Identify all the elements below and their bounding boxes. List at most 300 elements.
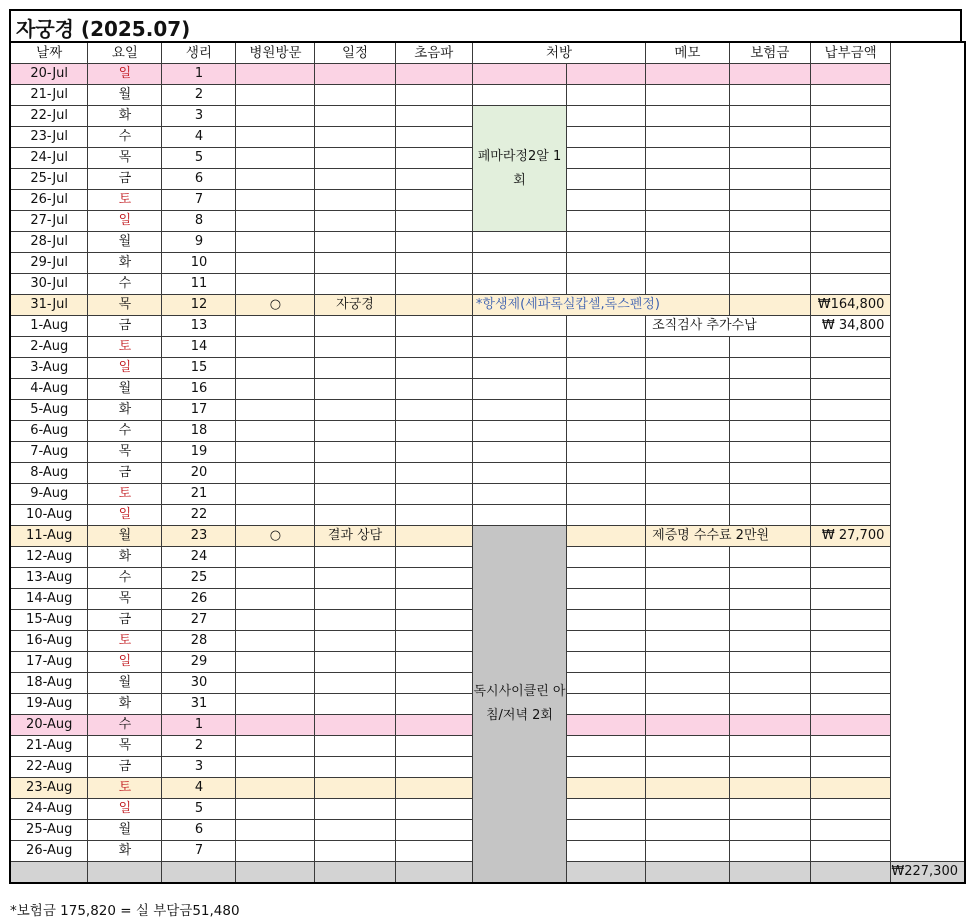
day-cell[interactable]: 월 [88,526,162,547]
day-cell[interactable]: 일 [88,799,162,820]
header-cycle[interactable]: 생리 [162,42,236,64]
event-cell[interactable] [315,169,395,190]
day-cell[interactable]: 금 [88,463,162,484]
visit-cell[interactable] [236,505,315,526]
insurance-cell[interactable] [729,148,810,169]
cycle-cell[interactable]: 19 [162,442,236,463]
date-cell[interactable]: 13-Aug [10,568,88,589]
total-empty-cell[interactable] [567,862,646,884]
day-cell[interactable]: 토 [88,484,162,505]
insurance-cell[interactable] [729,379,810,400]
cycle-cell[interactable]: 28 [162,631,236,652]
event-cell[interactable] [315,253,395,274]
prescription-cell[interactable] [472,253,566,274]
cycle-cell[interactable]: 6 [162,820,236,841]
memo-cell[interactable] [646,484,730,505]
cycle-cell[interactable]: 12 [162,295,236,316]
prescription-extra-cell[interactable] [567,568,646,589]
insurance-cell[interactable] [729,757,810,778]
prescription-block[interactable]: 페마라정2알 1회 [472,106,566,232]
memo-cell[interactable] [646,169,730,190]
visit-cell[interactable] [236,484,315,505]
payment-cell[interactable] [810,148,890,169]
payment-cell[interactable] [810,673,890,694]
payment-cell[interactable] [810,589,890,610]
ultrasound-cell[interactable] [395,568,472,589]
ultrasound-cell[interactable] [395,253,472,274]
prescription-extra-cell[interactable] [567,673,646,694]
prescription-cell[interactable] [472,64,566,85]
prescription-extra-cell[interactable] [567,526,646,547]
cycle-cell[interactable]: 21 [162,484,236,505]
ultrasound-cell[interactable] [395,295,472,316]
ultrasound-cell[interactable] [395,484,472,505]
header-event[interactable]: 일정 [315,42,395,64]
ultrasound-cell[interactable] [395,211,472,232]
memo-cell[interactable] [646,400,730,421]
cycle-cell[interactable]: 1 [162,64,236,85]
visit-cell[interactable] [236,568,315,589]
prescription-extra-cell[interactable] [567,400,646,421]
ultrasound-cell[interactable] [395,589,472,610]
ultrasound-cell[interactable] [395,148,472,169]
total-empty-cell[interactable] [810,862,890,884]
payment-cell[interactable] [810,127,890,148]
event-cell[interactable] [315,589,395,610]
memo-cell[interactable] [646,652,730,673]
insurance-cell[interactable] [729,211,810,232]
event-cell[interactable] [315,337,395,358]
date-cell[interactable]: 12-Aug [10,547,88,568]
visit-cell[interactable] [236,757,315,778]
ultrasound-cell[interactable] [395,715,472,736]
prescription-extra-cell[interactable] [567,589,646,610]
date-cell[interactable]: 7-Aug [10,442,88,463]
visit-cell[interactable] [236,589,315,610]
prescription-extra-cell[interactable] [567,106,646,127]
prescription-extra-cell[interactable] [567,253,646,274]
memo-cell[interactable] [646,211,730,232]
prescription-cell[interactable] [472,274,566,295]
ultrasound-cell[interactable] [395,463,472,484]
payment-cell[interactable] [810,253,890,274]
cycle-cell[interactable]: 20 [162,463,236,484]
insurance-cell[interactable] [729,820,810,841]
date-cell[interactable]: 11-Aug [10,526,88,547]
prescription-extra-cell[interactable] [567,190,646,211]
visit-cell[interactable] [236,400,315,421]
day-cell[interactable]: 월 [88,85,162,106]
day-cell[interactable]: 일 [88,64,162,85]
day-cell[interactable]: 토 [88,778,162,799]
payment-cell[interactable] [810,610,890,631]
payment-cell[interactable] [810,190,890,211]
event-cell[interactable] [315,820,395,841]
date-cell[interactable]: 1-Aug [10,316,88,337]
date-cell[interactable]: 24-Aug [10,799,88,820]
prescription-extra-cell[interactable] [567,127,646,148]
date-cell[interactable]: 30-Jul [10,274,88,295]
payment-cell[interactable] [810,631,890,652]
insurance-cell[interactable] [729,85,810,106]
ultrasound-cell[interactable] [395,337,472,358]
prescription-extra-cell[interactable] [567,484,646,505]
memo-cell[interactable] [646,85,730,106]
header-day[interactable]: 요일 [88,42,162,64]
memo-cell[interactable] [646,232,730,253]
day-cell[interactable]: 일 [88,505,162,526]
memo-cell[interactable] [646,631,730,652]
day-cell[interactable]: 목 [88,148,162,169]
day-cell[interactable]: 일 [88,652,162,673]
payment-cell[interactable] [810,652,890,673]
insurance-cell[interactable] [729,568,810,589]
event-cell[interactable] [315,232,395,253]
cycle-cell[interactable]: 16 [162,379,236,400]
insurance-cell[interactable] [729,589,810,610]
memo-cell[interactable] [646,757,730,778]
prescription-extra-cell[interactable] [567,841,646,862]
prescription-extra-cell[interactable] [567,463,646,484]
ultrasound-cell[interactable] [395,127,472,148]
insurance-cell[interactable] [729,106,810,127]
cycle-cell[interactable]: 4 [162,778,236,799]
payment-cell[interactable] [810,820,890,841]
prescription-cell[interactable] [472,484,566,505]
prescription-cell[interactable] [472,232,566,253]
date-cell[interactable]: 26-Aug [10,841,88,862]
cycle-cell[interactable]: 5 [162,148,236,169]
event-cell[interactable] [315,274,395,295]
date-cell[interactable]: 14-Aug [10,589,88,610]
ultrasound-cell[interactable] [395,505,472,526]
total-empty-cell[interactable] [315,862,395,884]
day-cell[interactable]: 수 [88,715,162,736]
day-cell[interactable]: 목 [88,295,162,316]
cycle-cell[interactable]: 9 [162,232,236,253]
payment-cell[interactable] [810,484,890,505]
date-cell[interactable]: 19-Aug [10,694,88,715]
date-cell[interactable]: 20-Aug [10,715,88,736]
prescription-extra-cell[interactable] [567,820,646,841]
visit-cell[interactable] [236,211,315,232]
ultrasound-cell[interactable] [395,757,472,778]
date-cell[interactable]: 10-Aug [10,505,88,526]
insurance-cell[interactable] [729,232,810,253]
cycle-cell[interactable]: 10 [162,253,236,274]
event-cell[interactable] [315,442,395,463]
payment-cell[interactable] [810,799,890,820]
day-cell[interactable]: 월 [88,673,162,694]
payment-cell[interactable] [810,232,890,253]
date-cell[interactable]: 20-Jul [10,64,88,85]
cycle-cell[interactable]: 15 [162,358,236,379]
cycle-cell[interactable]: 6 [162,169,236,190]
date-cell[interactable]: 25-Jul [10,169,88,190]
date-cell[interactable]: 26-Jul [10,190,88,211]
payment-cell[interactable] [810,400,890,421]
header-insurance[interactable]: 보험금 [729,42,810,64]
header-memo[interactable]: 메모 [646,42,730,64]
insurance-cell[interactable] [729,421,810,442]
memo-cell[interactable] [646,190,730,211]
day-cell[interactable]: 수 [88,127,162,148]
day-cell[interactable]: 목 [88,736,162,757]
memo-cell[interactable] [646,505,730,526]
insurance-cell[interactable] [729,841,810,862]
insurance-cell[interactable] [729,358,810,379]
ultrasound-cell[interactable] [395,778,472,799]
cycle-cell[interactable]: 25 [162,568,236,589]
cycle-cell[interactable]: 11 [162,274,236,295]
event-cell[interactable] [315,316,395,337]
prescription-extra-cell[interactable] [567,505,646,526]
total-empty-cell[interactable] [88,862,162,884]
cycle-cell[interactable]: 29 [162,652,236,673]
day-cell[interactable]: 일 [88,358,162,379]
insurance-cell[interactable] [729,295,810,316]
cycle-cell[interactable]: 3 [162,106,236,127]
event-cell[interactable] [315,673,395,694]
prescription-extra-cell[interactable] [567,757,646,778]
visit-cell[interactable] [236,841,315,862]
day-cell[interactable]: 화 [88,400,162,421]
visit-cell[interactable] [236,85,315,106]
memo-cell[interactable] [646,610,730,631]
insurance-cell[interactable] [729,505,810,526]
insurance-cell[interactable] [729,127,810,148]
date-cell[interactable]: 29-Jul [10,253,88,274]
insurance-cell[interactable] [729,190,810,211]
ultrasound-cell[interactable] [395,652,472,673]
date-cell[interactable]: 4-Aug [10,379,88,400]
payment-cell[interactable] [810,85,890,106]
prescription-extra-cell[interactable] [567,211,646,232]
prescription-cell[interactable] [472,505,566,526]
visit-cell[interactable] [236,148,315,169]
payment-cell[interactable] [810,64,890,85]
date-cell[interactable]: 15-Aug [10,610,88,631]
payment-cell[interactable] [810,442,890,463]
insurance-cell[interactable] [729,169,810,190]
day-cell[interactable]: 수 [88,421,162,442]
memo-cell[interactable] [646,442,730,463]
event-cell[interactable] [315,484,395,505]
date-cell[interactable]: 23-Jul [10,127,88,148]
ultrasound-cell[interactable] [395,631,472,652]
payment-cell[interactable] [810,694,890,715]
date-cell[interactable]: 27-Jul [10,211,88,232]
insurance-cell[interactable] [729,274,810,295]
event-cell[interactable] [315,106,395,127]
day-cell[interactable]: 금 [88,757,162,778]
event-cell[interactable] [315,190,395,211]
visit-cell[interactable] [236,547,315,568]
ultrasound-cell[interactable] [395,694,472,715]
insurance-cell[interactable] [729,673,810,694]
prescription-extra-cell[interactable] [567,169,646,190]
insurance-cell[interactable] [729,547,810,568]
day-cell[interactable]: 화 [88,106,162,127]
visit-cell[interactable]: ○ [236,295,315,316]
prescription-extra-cell[interactable] [567,652,646,673]
date-cell[interactable]: 24-Jul [10,148,88,169]
memo-cell[interactable] [646,799,730,820]
visit-cell[interactable] [236,673,315,694]
visit-cell[interactable] [236,442,315,463]
visit-cell[interactable] [236,631,315,652]
event-cell[interactable] [315,841,395,862]
memo-cell[interactable] [646,736,730,757]
insurance-cell[interactable] [729,64,810,85]
memo-cell[interactable] [646,379,730,400]
date-cell[interactable]: 9-Aug [10,484,88,505]
day-cell[interactable]: 화 [88,547,162,568]
visit-cell[interactable] [236,694,315,715]
ultrasound-cell[interactable] [395,106,472,127]
memo-cell[interactable] [646,820,730,841]
prescription-extra-cell[interactable] [567,736,646,757]
cycle-cell[interactable]: 27 [162,610,236,631]
prescription-cell[interactable] [472,337,566,358]
cycle-cell[interactable]: 30 [162,673,236,694]
prescription-extra-cell[interactable] [567,799,646,820]
ultrasound-cell[interactable] [395,526,472,547]
date-cell[interactable]: 8-Aug [10,463,88,484]
visit-cell[interactable] [236,778,315,799]
event-cell[interactable] [315,757,395,778]
memo-cell[interactable] [646,421,730,442]
payment-cell[interactable] [810,379,890,400]
visit-cell[interactable] [236,232,315,253]
memo-cell[interactable] [646,547,730,568]
ultrasound-cell[interactable] [395,736,472,757]
total-empty-cell[interactable] [10,862,88,884]
memo-cell[interactable] [646,274,730,295]
memo-cell[interactable] [646,358,730,379]
ultrasound-cell[interactable] [395,274,472,295]
day-cell[interactable]: 월 [88,379,162,400]
prescription-block[interactable]: 독시사이클린 아침/저녁 2회 [472,526,566,884]
date-cell[interactable]: 25-Aug [10,820,88,841]
event-cell[interactable]: 자궁경 [315,295,395,316]
insurance-cell[interactable] [729,694,810,715]
day-cell[interactable]: 화 [88,694,162,715]
event-cell[interactable] [315,631,395,652]
header-date[interactable]: 날짜 [10,42,88,64]
visit-cell[interactable] [236,652,315,673]
total-empty-cell[interactable] [162,862,236,884]
payment-cell[interactable] [810,211,890,232]
date-cell[interactable]: 31-Jul [10,295,88,316]
day-cell[interactable]: 수 [88,568,162,589]
total-empty-cell[interactable] [729,862,810,884]
prescription-extra-cell[interactable] [567,694,646,715]
date-cell[interactable]: 17-Aug [10,652,88,673]
cycle-cell[interactable]: 23 [162,526,236,547]
visit-cell[interactable] [236,379,315,400]
payment-cell[interactable] [810,568,890,589]
memo-cell[interactable] [646,148,730,169]
date-cell[interactable]: 22-Jul [10,106,88,127]
visit-cell[interactable] [236,169,315,190]
cycle-cell[interactable]: 7 [162,841,236,862]
insurance-cell[interactable] [729,610,810,631]
event-cell[interactable] [315,379,395,400]
cycle-cell[interactable]: 18 [162,421,236,442]
ultrasound-cell[interactable] [395,190,472,211]
insurance-cell[interactable] [729,778,810,799]
visit-cell[interactable] [236,253,315,274]
payment-cell[interactable] [810,505,890,526]
date-cell[interactable]: 28-Jul [10,232,88,253]
prescription-note-cell[interactable]: *항생제(세파록실캅셀,록스펜정) [472,295,729,316]
prescription-extra-cell[interactable] [567,631,646,652]
ultrasound-cell[interactable] [395,673,472,694]
event-cell[interactable] [315,64,395,85]
visit-cell[interactable] [236,64,315,85]
visit-cell[interactable] [236,316,315,337]
cycle-cell[interactable]: 4 [162,127,236,148]
memo-cell[interactable]: 조직검사 추가수납 [646,316,811,337]
event-cell[interactable] [315,211,395,232]
date-cell[interactable]: 3-Aug [10,358,88,379]
ultrasound-cell[interactable] [395,841,472,862]
event-cell[interactable] [315,127,395,148]
event-cell[interactable] [315,568,395,589]
visit-cell[interactable] [236,127,315,148]
event-cell[interactable] [315,400,395,421]
event-cell[interactable] [315,694,395,715]
day-cell[interactable]: 금 [88,169,162,190]
ultrasound-cell[interactable] [395,316,472,337]
date-cell[interactable]: 21-Jul [10,85,88,106]
day-cell[interactable]: 화 [88,253,162,274]
visit-cell[interactable] [236,358,315,379]
visit-cell[interactable] [236,820,315,841]
ultrasound-cell[interactable] [395,547,472,568]
event-cell[interactable] [315,652,395,673]
ultrasound-cell[interactable] [395,610,472,631]
insurance-cell[interactable] [729,442,810,463]
payment-cell[interactable] [810,169,890,190]
event-cell[interactable] [315,463,395,484]
event-cell[interactable] [315,610,395,631]
memo-cell[interactable] [646,64,730,85]
event-cell[interactable] [315,148,395,169]
day-cell[interactable]: 일 [88,211,162,232]
prescription-extra-cell[interactable] [567,715,646,736]
visit-cell[interactable] [236,274,315,295]
day-cell[interactable]: 금 [88,610,162,631]
cycle-cell[interactable]: 3 [162,757,236,778]
ultrasound-cell[interactable] [395,64,472,85]
insurance-cell[interactable] [729,337,810,358]
insurance-cell[interactable] [729,631,810,652]
prescription-cell[interactable] [472,442,566,463]
ultrasound-cell[interactable] [395,85,472,106]
visit-cell[interactable] [236,190,315,211]
cycle-cell[interactable]: 22 [162,505,236,526]
day-cell[interactable]: 토 [88,631,162,652]
memo-cell[interactable] [646,253,730,274]
visit-cell[interactable] [236,421,315,442]
memo-cell[interactable] [646,673,730,694]
event-cell[interactable] [315,736,395,757]
prescription-extra-cell[interactable] [567,358,646,379]
payment-cell[interactable] [810,736,890,757]
day-cell[interactable]: 수 [88,274,162,295]
